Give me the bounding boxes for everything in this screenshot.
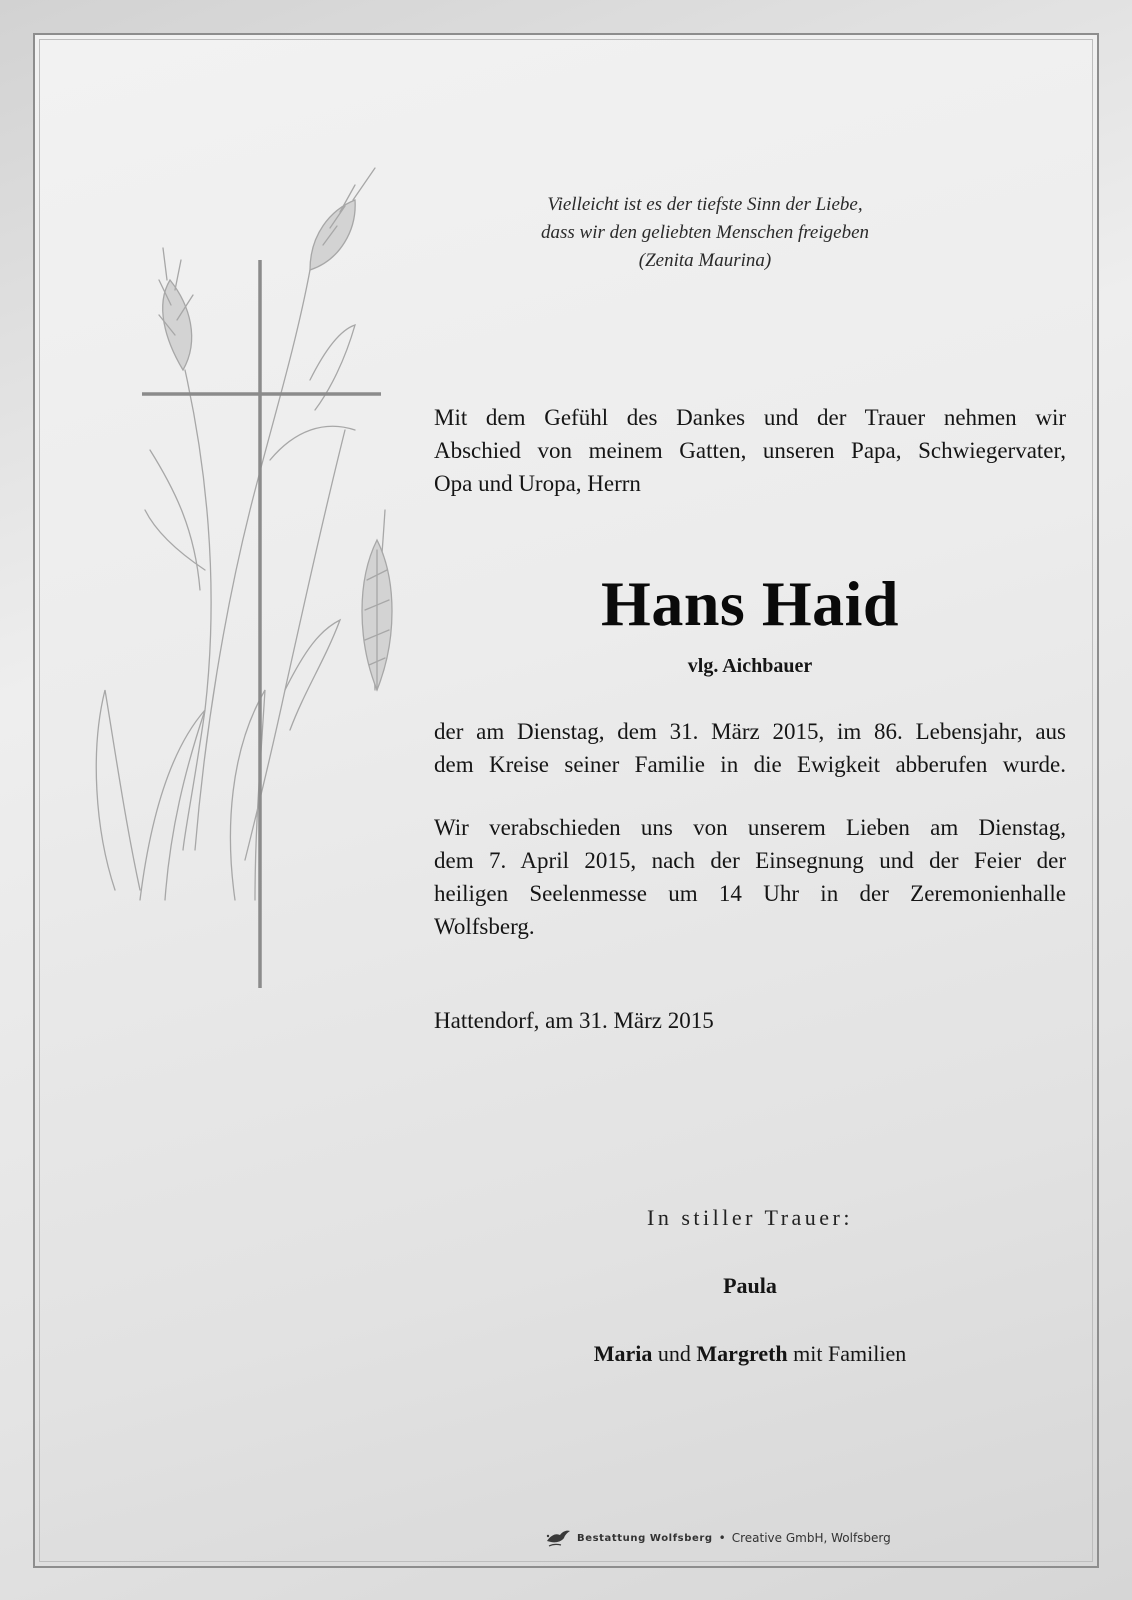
epigraph-quote xyxy=(515,191,895,275)
deceased-alias: vlg. Aichbauer xyxy=(687,655,813,677)
mourner-suffix: mit Familien xyxy=(793,1341,907,1366)
funeral-line: Wolfsberg. xyxy=(434,914,535,939)
death-line: dem Kreise seiner Familie in die Ewigkeit abberufen wurde. xyxy=(434,752,1066,777)
footer-separator: • xyxy=(718,1531,726,1545)
funeral-paragraph xyxy=(434,811,1066,943)
death-paragraph xyxy=(434,715,1066,781)
cross-icon xyxy=(142,260,381,988)
quote-author: (Zenita Maurina) xyxy=(638,250,772,271)
footer-brand: Bestattung Wolfsberg xyxy=(577,1532,713,1544)
quote-line: dass wir den geliebten Menschen freigeben xyxy=(540,222,870,243)
funeral-line: dem 7. April 2015, nach der Einsegnung und der Feier der xyxy=(434,848,1066,873)
place-date: Hattendorf, am 31. März 2015 xyxy=(434,1008,714,1033)
mourning-heading: In stiller Trauer: xyxy=(647,1205,853,1230)
mourner-connector: und xyxy=(657,1341,691,1366)
funeral-line: heiligen Seelenmesse um 14 Uhr in der Zeremonienhalle xyxy=(434,881,1066,906)
intro-paragraph xyxy=(434,401,1066,500)
mourner-name: Maria xyxy=(593,1341,653,1366)
obituary-card xyxy=(33,33,1099,1568)
footer-credit xyxy=(545,1525,891,1551)
quote-line: Vielleicht ist es der tiefste Sinn der Liebe, xyxy=(547,194,863,215)
cross-wheat-illustration xyxy=(55,130,435,1010)
deceased-name: Hans Haid xyxy=(601,568,899,639)
mourner-first: Paula xyxy=(723,1273,777,1298)
death-line: der am Dienstag, dem 31. März 2015, im 86. Lebensjahr, aus xyxy=(434,719,1066,744)
intro-line: Abschied von meinem Gatten, unseren Papa, Schwiegervater, xyxy=(434,438,1066,463)
funeral-line: Wir verabschieden uns von unserem Lieben am Dienstag, xyxy=(434,815,1066,840)
intro-line: Mit dem Gefühl des Dankes und der Trauer nehmen wir xyxy=(434,405,1066,430)
mourner-name: Margreth xyxy=(696,1341,788,1366)
intro-line: Opa und Uropa, Herrn xyxy=(434,471,641,496)
footer-company: Creative GmbH, Wolfsberg xyxy=(731,1531,891,1545)
mourner-family xyxy=(434,1341,1066,1367)
bird-logo-icon xyxy=(545,1527,571,1549)
